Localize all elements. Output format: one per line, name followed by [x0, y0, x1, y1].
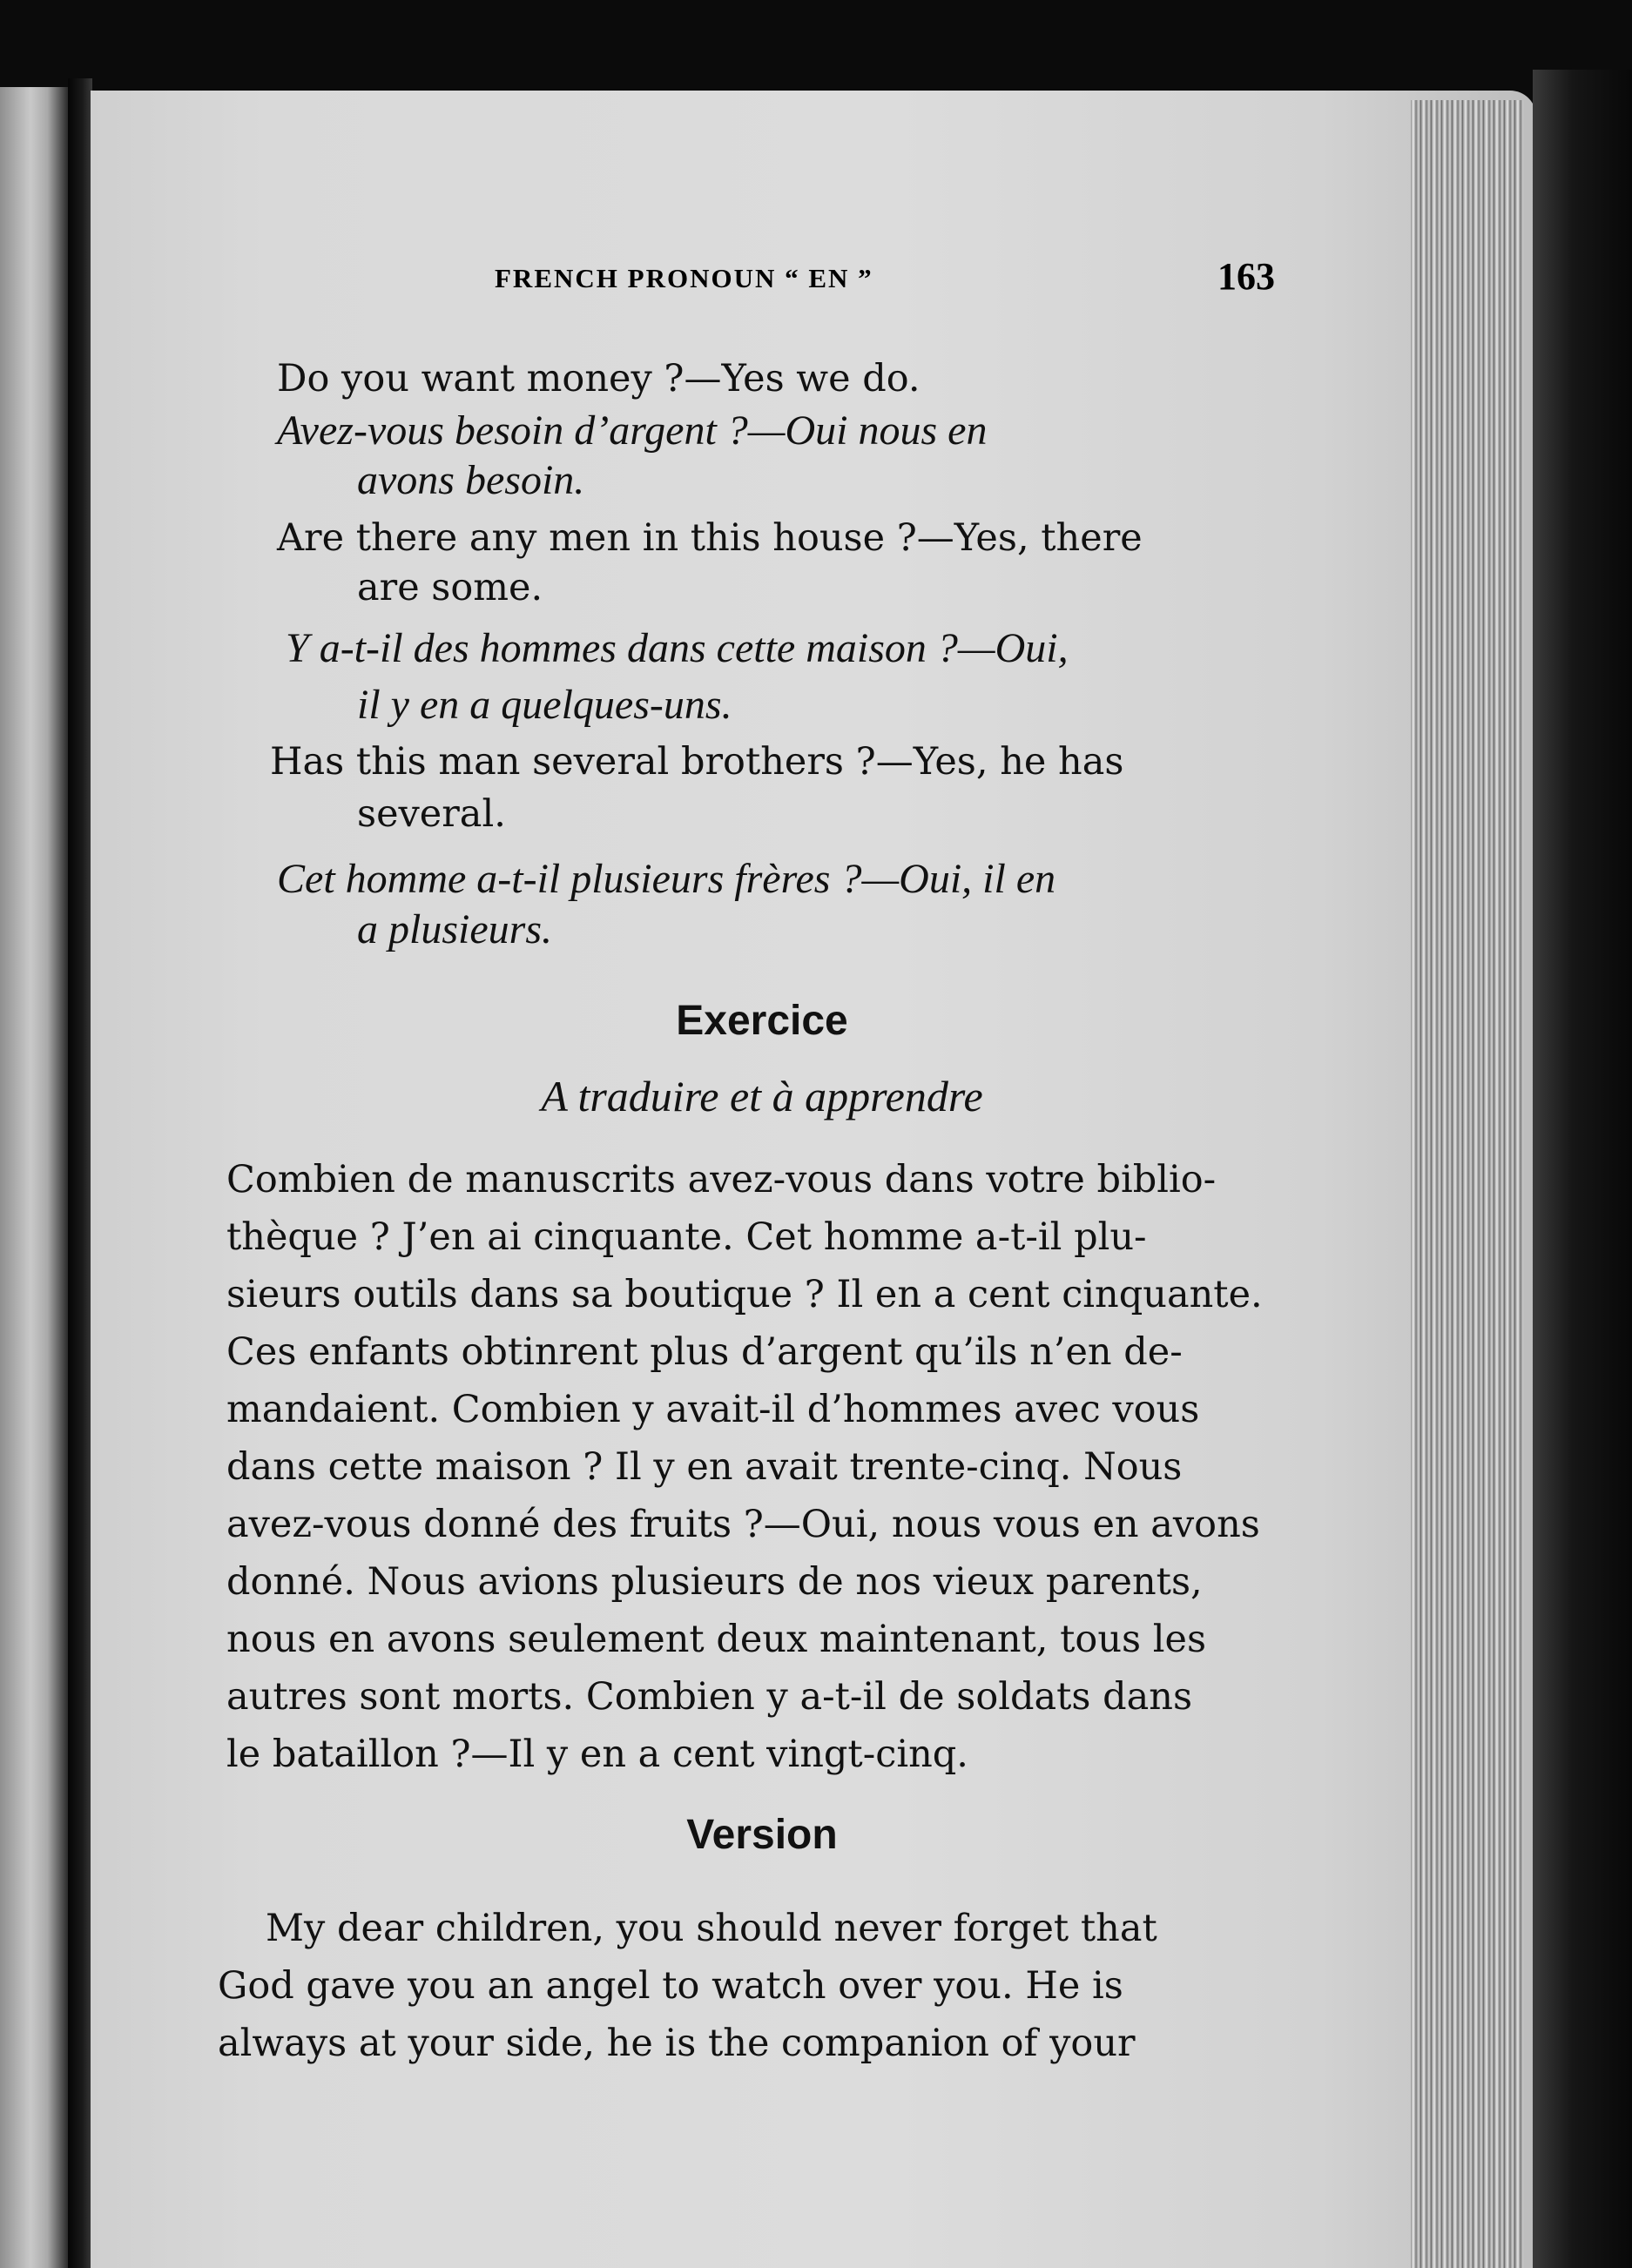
- example-fr-line: Cet homme a-t-il plusieurs frères ?—Oui, il en: [277, 856, 1056, 902]
- exercice-line: autres sont morts. Combien y a-t-il de soldats dans: [226, 1675, 1193, 1719]
- example-fr-line: il y en a quelques-uns.: [357, 682, 732, 728]
- example-en-line: Do you want money ?—Yes we do.: [277, 357, 921, 400]
- example-fr-line: a plusieurs.: [357, 906, 553, 952]
- version-line: always at your side, he is the companion of your: [218, 2022, 1136, 2065]
- left-page-edge: [0, 87, 68, 2268]
- example-en-line: Has this man several brothers ?—Yes, he has: [270, 740, 1124, 784]
- exercice-line: nous en avons seulement deux maintenant, tous les: [226, 1618, 1207, 1661]
- exercice-line: mandaient. Combien y avait-il d’hommes avec vous: [226, 1388, 1200, 1431]
- exercice-line: Ces enfants obtinrent plus d’argent qu’ils n’en de-: [226, 1330, 1183, 1374]
- exercice-line: dans cette maison ? Il y en avait trente-cinq. Nous: [226, 1445, 1183, 1489]
- exercice-subheading: A traduire et à apprendre: [541, 1072, 983, 1121]
- example-fr-line: Y a-t-il des hommes dans cette maison ?—Oui,: [286, 625, 1069, 671]
- exercice-line: thèque ? J’en ai cinquante. Cet homme a-t-il plu-: [226, 1215, 1147, 1259]
- exercice-line: donné. Nous avions plusieurs de nos vieux parents,: [226, 1560, 1203, 1604]
- exercice-heading: Exercice: [676, 998, 848, 1044]
- version-heading: Version: [686, 1812, 838, 1858]
- example-fr-line: Avez-vous besoin d’argent ?—Oui nous en: [277, 407, 988, 454]
- page-edges: [1411, 100, 1524, 2268]
- example-fr-line: avons besoin.: [357, 457, 585, 503]
- book-gutter: [68, 78, 92, 2268]
- exercice-line: le bataillon ?—Il y en a cent vingt-cinq.: [226, 1733, 968, 1776]
- exercice-line: avez-vous donné des fruits ?—Oui, nous vous en avons: [226, 1503, 1260, 1546]
- page-number: 163: [1217, 255, 1275, 298]
- exercice-line: Combien de manuscrits avez-vous dans votre biblio-: [226, 1158, 1217, 1201]
- running-head: [233, 254, 1275, 306]
- running-title: FRENCH PRONOUN “ EN ”: [495, 263, 873, 293]
- version-line: My dear children, you should never forget that: [266, 1907, 1157, 1950]
- example-en-line: several.: [357, 792, 506, 836]
- book-cover-edge: [1533, 70, 1632, 2268]
- example-en-line: are some.: [357, 566, 543, 609]
- version-line: God gave you an angel to watch over you. He is: [218, 1964, 1123, 2008]
- example-en-line: Are there any men in this house ?—Yes, there: [277, 516, 1143, 560]
- exercice-line: sieurs outils dans sa boutique ? Il en a cent cinquante.: [226, 1273, 1263, 1316]
